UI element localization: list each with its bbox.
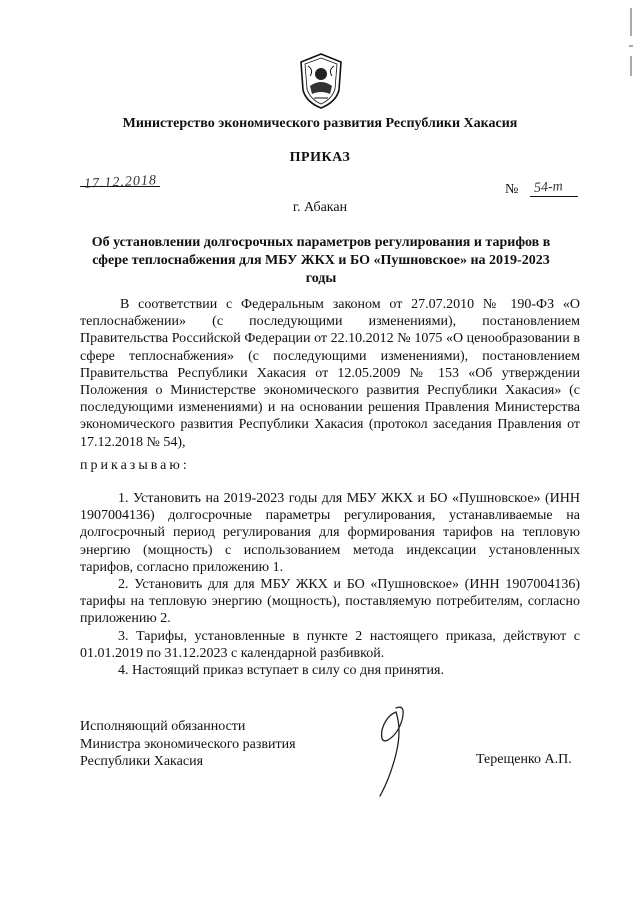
number-sign: № xyxy=(505,182,519,197)
order-item-1: 1. Установить на 2019-2023 годы для МБУ ЖКХ и БО «Пушновское» (ИНН 1907004136) долгосрочные параметры регулирования, устанавливаемые на долгосрочный период регулирования для формирования тарифов на тепловую энергию (мощность) с использованием метода индексации установленных тарифов, согласно приложению 1. xyxy=(80,491,580,575)
order-item-2: 2. Установить для для МБУ ЖКХ и БО «Пушновское» (ИНН 1907004136) тарифы на тепловую энергию (мощность), поставляемую потребителям, согласно приложению 2. xyxy=(80,577,580,627)
order-items xyxy=(80,490,580,679)
preamble xyxy=(80,296,580,451)
signatory-title xyxy=(80,718,296,771)
preamble-text: В соответствии с Федеральным законом от 27.07.2010 № 190-ФЗ «О теплоснабжении» (с последующими изменениями), постановлением Правительства Российской Федерации от 22.10.2012 № 1075 «О ценообразовании в сфере теплоснабжения» (с последующими изменениями), постановлением Правительства Республики Хакасия от 12.05.2009 № 153 «Об утверждении Положения о Министерстве экономического развития Республики Хакасия» (с последующими изменениями) и на основании решения Правления Министерства экономического развития Республики Хакасия (протокол заседания Правления от 17.12.2018 № 54), xyxy=(80,297,580,450)
document-type: ПРИКАЗ xyxy=(289,150,351,165)
city: г. Абакан xyxy=(292,200,348,215)
scan-mark xyxy=(626,6,636,96)
ministry-name: Министерство экономического развития Республики Хакасия xyxy=(122,116,518,131)
order-item-3: 3. Тарифы, установленные в пункте 2 настоящего приказа, действуют с 01.01.2019 по 31.12.2023 с календарной разбивкой. xyxy=(80,628,580,661)
signatory-line-1: Исполняющий обязанности xyxy=(80,719,246,734)
order-word: приказываю: xyxy=(80,458,190,473)
handwritten-signature xyxy=(366,700,416,800)
document-title: Об установлении долгосрочных параметров регулирования и тарифов в сфере теплоснабжения для МБУ ЖКХ и БО «Пушновское» на 2019-2023 годы xyxy=(91,235,551,286)
handwritten-number: 54-т xyxy=(533,179,564,196)
handwritten-date: 17.12.2018 xyxy=(83,173,158,192)
signatory-name: Терещенко А.П. xyxy=(476,752,572,767)
signatory-line-2: Министра экономического развития xyxy=(80,736,296,752)
coat-of-arms-icon xyxy=(296,52,346,110)
signatory-line-3: Республики Хакасия xyxy=(80,754,204,769)
order-item-4: 4. Настоящий приказ вступает в силу со дня принятия. xyxy=(118,663,444,679)
